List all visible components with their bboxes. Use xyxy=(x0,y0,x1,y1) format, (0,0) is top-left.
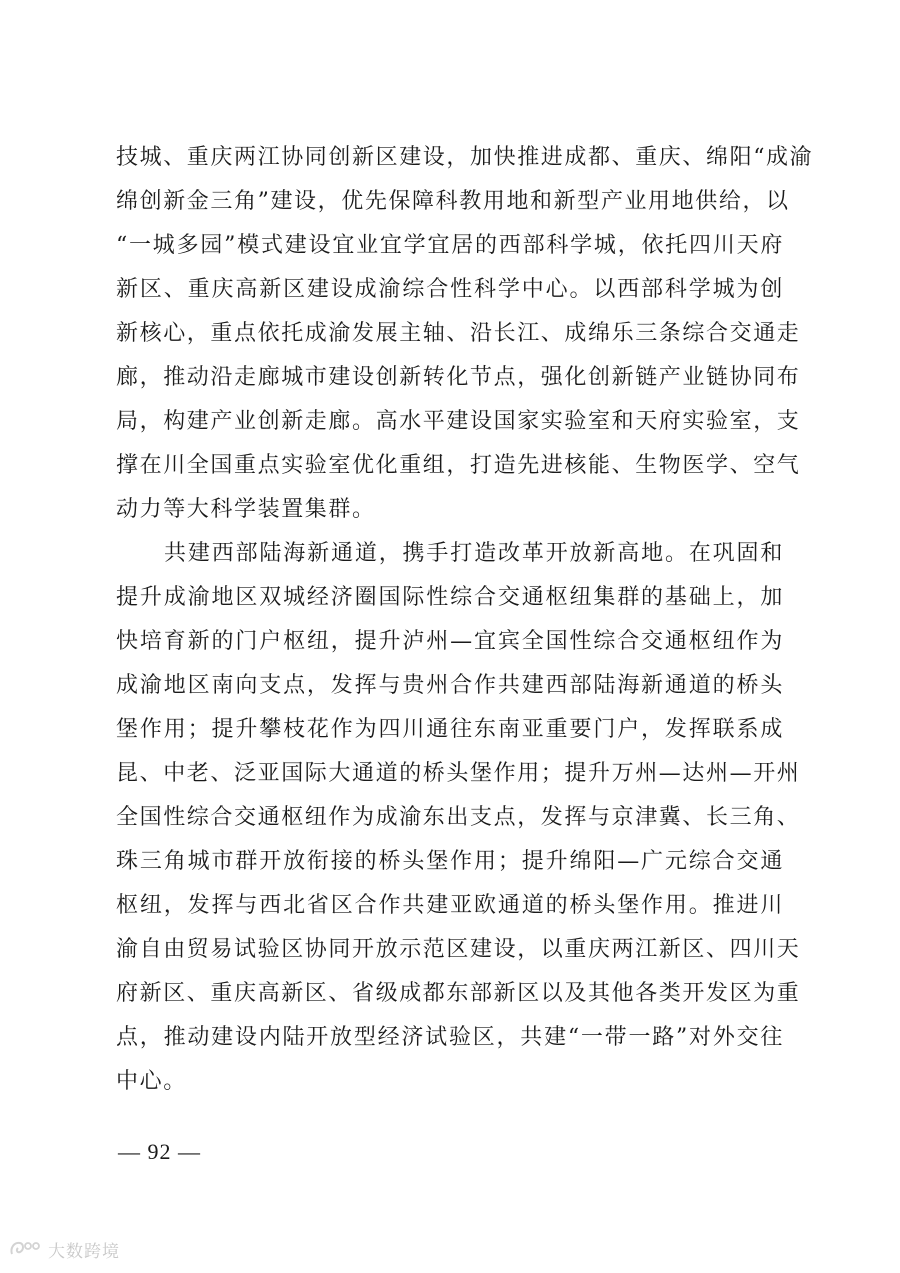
watermark xyxy=(8,1234,120,1264)
text-line: 全国性综合交通枢纽作为成渝东出支点，发挥与京津冀、长三角、 xyxy=(116,805,801,830)
text-line: 绵创新金三角”建设，优先保障科教用地和新型产业用地供给，以 xyxy=(116,189,790,214)
text-line: 府新区、重庆高新区、省级成都东部新区以及其他各类开发区为重 xyxy=(116,981,801,1006)
paragraph-1 xyxy=(116,136,814,532)
text-line: 快培育新的门户枢纽，提升泸州—宜宾全国性综合交通枢纽作为 xyxy=(116,629,784,654)
body-text xyxy=(116,136,814,1104)
paragraph-2 xyxy=(116,532,801,1104)
text-line: 枢纽，发挥与西北省区合作共建亚欧通道的桥头堡作用。推进川 xyxy=(116,893,784,918)
text-line: 提升成渝地区双城经济圈国际性综合交通枢纽集群的基础上，加 xyxy=(116,585,784,610)
watermark-logo-icon xyxy=(8,1238,42,1260)
text-line: 渝自由贸易试验区协同开放示范区建设，以重庆两江新区、四川天 xyxy=(116,937,801,962)
text-line: 新核心，重点依托成渝发展主轴、沿长江、成绵乐三条综合交通走 xyxy=(116,321,801,346)
text-line: 廊，推动沿走廊城市建设创新转化节点，强化创新链产业链协同布 xyxy=(116,365,801,390)
text-line: 局，构建产业创新走廊。高水平建设国家实验室和天府实验室，支 xyxy=(116,409,801,434)
page-number: — 92 — xyxy=(118,1139,201,1164)
text-line: “一城多园”模式建设宜业宜学宜居的西部科学城，依托四川天府 xyxy=(116,233,784,258)
text-line: 中心。 xyxy=(116,1069,187,1094)
text-line: 成渝地区南向支点，发挥与贵州合作共建西部陆海新通道的桥头 xyxy=(116,673,784,698)
text-line: 动力等大科学装置集群。 xyxy=(116,497,376,522)
text-line: 共建西部陆海新通道，携手打造改革开放新高地。在巩固和 xyxy=(164,541,784,566)
text-line: 昆、中老、泛亚国际大通道的桥头堡作用；提升万州—达州—开州 xyxy=(116,761,801,786)
text-line: 新区、重庆高新区建设成渝综合性科学中心。以西部科学城为创 xyxy=(116,277,784,302)
text-line: 撑在川全国重点实验室优化重组，打造先进核能、生物医学、空气 xyxy=(116,453,801,478)
text-line: 技城、重庆两江协同创新区建设，加快推进成都、重庆、绵阳“成渝 xyxy=(116,145,814,170)
text-line: 点，推动建设内陆开放型经济试验区，共建“一带一路”对外交往 xyxy=(116,1025,784,1050)
watermark-text: 大数跨境 xyxy=(48,1241,120,1262)
text-line: 珠三角城市群开放衔接的桥头堡作用；提升绵阳—广元综合交通 xyxy=(116,849,784,874)
text-line: 堡作用；提升攀枝花作为四川通往东南亚重要门户，发挥联系成 xyxy=(116,717,784,742)
